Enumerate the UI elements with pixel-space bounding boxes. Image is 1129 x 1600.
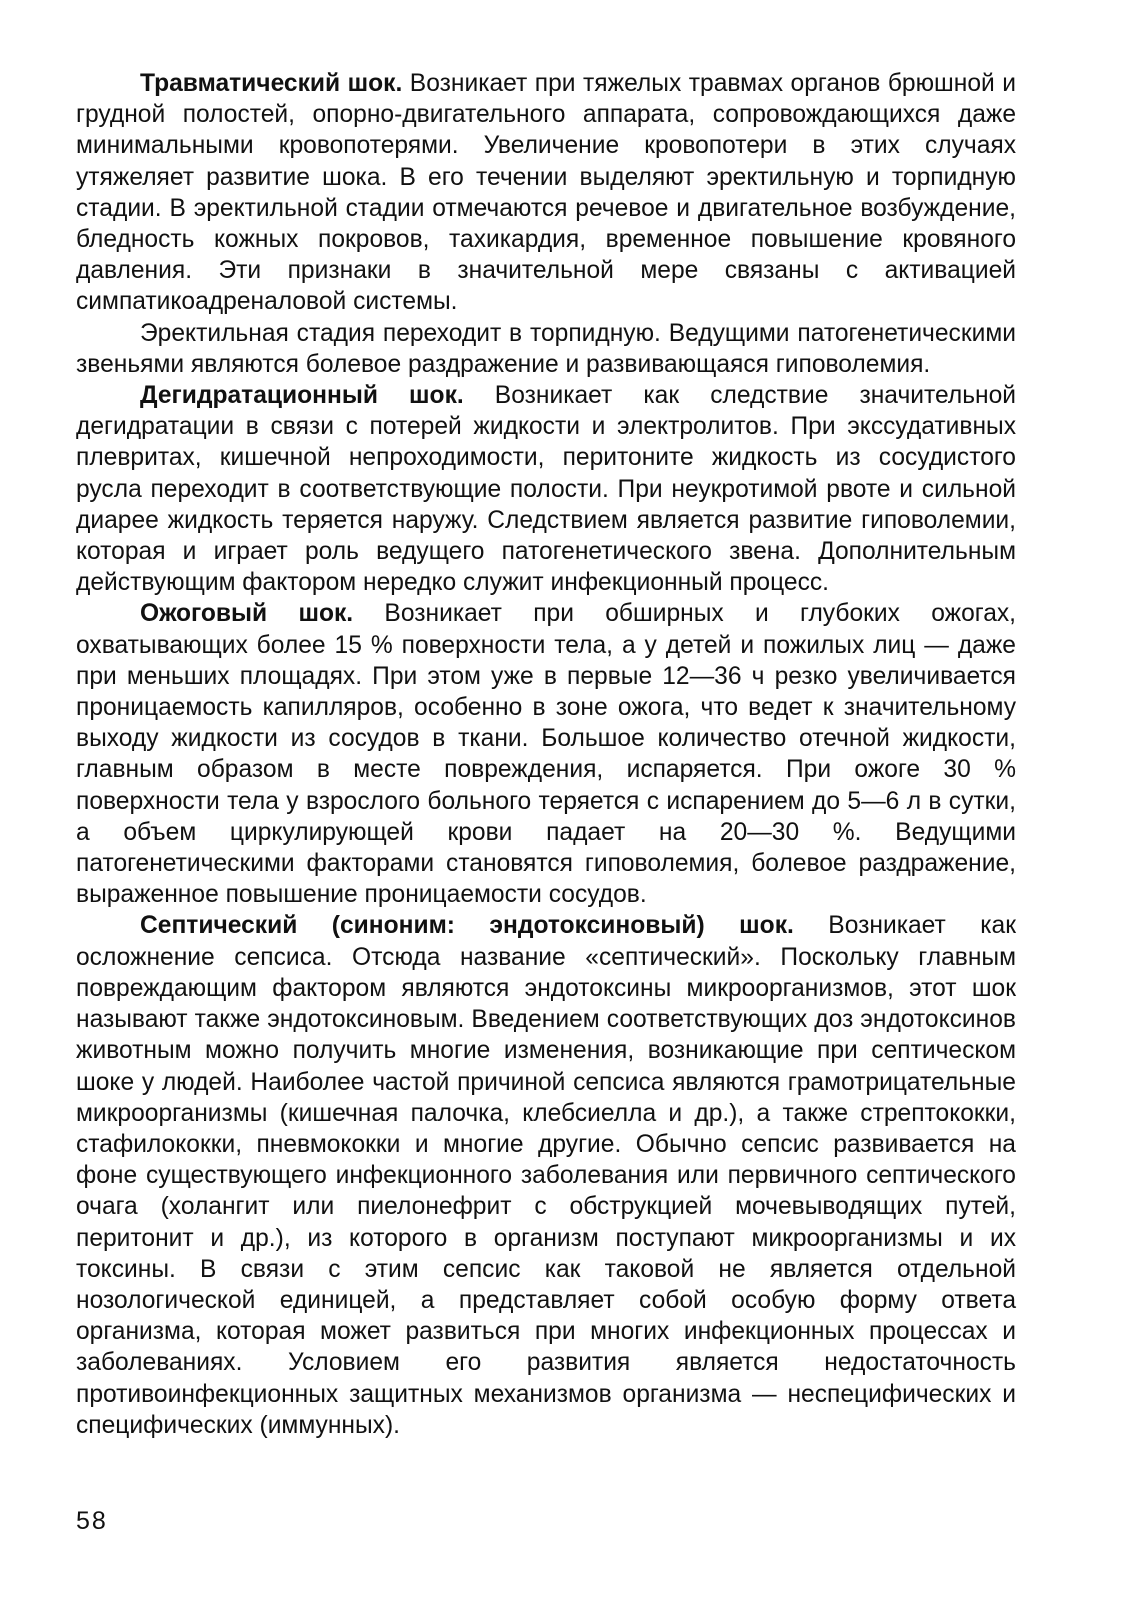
paragraph-septic-shock: [76, 910, 1016, 1440]
page-body: [76, 68, 1016, 1441]
paragraph-text: Возникает как следствие значительной дегидратации в связи с потерей жидкости и электролитов. При экссудативных плевритах, кишечной непроходимости, перитоните жидкость из сосудистого русла переходит в соответствующие полости. При неукротимой рвоте и сильной диарее жидкость теряется наружу. Следствием является развитие гиповолемии, которая и играет роль ведущего патогенетического звена. Дополнительным действующим фактором нередко служит инфекционный процесс.: [76, 382, 1017, 597]
paragraph-traumatic-shock: [76, 68, 1016, 318]
paragraph-heading: Дегидратационный шок.: [140, 382, 464, 410]
paragraph-dehydration-shock: [76, 380, 1016, 598]
paragraph-text: Возникает при тяжелых травмах органов брюшной и грудной полостей, опорно-двигательного аппарата, сопровождающихся даже минимальными кровопотерями. Увеличение кровопотери в этих случаях утяжеляет развитие шока. В его течении выделяют эректильную и торпидную стадии. В эректильной стадии отмечаются речевое и двигательное возбуждение, бледность кожных покровов, тахикардия, временное повышение кровяного давления. Эти признаки в значительной мере связаны с активацией симпатикоадреналовой системы.: [76, 70, 1016, 316]
paragraph-text: Возникает при обширных и глубоких ожогах, охватывающих более 15 % поверхности тела, а у детей и пожилых лиц — даже при меньших площадях. При этом уже в первые 12—36 ч резко увеличивается проницаемость капилляров, особенно в зоне ожога, что ведет к значительному выходу жидкости из сосудов в ткани. Большое количество отечной жидкости, главным образом в месте повреждения, испаряется. При ожоге 30 % поверхности тела у взрослого больного теряется с испарением до 5—6 л в сутки, а объем циркулирующей крови падает на 20—30 %. Ведущими патогенетическими факторами становятся гиповолемия, болевое раздражение, выраженное повышение проницаемости сосудов.: [76, 600, 1017, 909]
paragraph-heading: Септический (синоним: эндотоксиновый) шок.: [140, 912, 794, 940]
paragraph-burn-shock: [76, 598, 1016, 910]
paragraph-text: Эректильная стадия переходит в торпидную. Ведущими патогенетическими звеньями являются болевое раздражение и развивающаяся гиповолемия.: [76, 319, 1016, 378]
paragraph-heading: Травматический шок.: [140, 70, 403, 97]
paragraph-erectile-stage: [76, 318, 1016, 380]
paragraph-heading: Ожоговый шок.: [140, 600, 354, 628]
page-number: 58: [76, 1507, 108, 1535]
paragraph-text: Возникает как осложнение сепсиса. Отсюда название «септический». Поскольку главным повреждающим фактором являются эндотоксины микроорганизмов, этот шок называют также эндотоксиновым. Введением соответствующих доз эндотоксинов животным можно получить многие изменения, возникающие при септическом шоке у людей. Наиболее частой причиной сепсиса являются грамотрицательные микроорганизмы (кишечная палочка, клебсиелла и др.), а также стрептококки, стафилококки, пневмококки и многие другие. Обычно сепсис развивается на фоне существующего инфекционного заболевания или первичного септического очага (холангит или пиелонефрит с обструкцией мочевыводящих путей, перитонит и др.), из которого в организм поступают микроорганизмы и их токсины. В связи с этим сепсис как таковой не является отдельной нозологической единицей, а представляет собой особую форму ответа организма, которая может развиться при многих инфекционных процессах и заболеваниях. Условием его развития является недостаточность противоинфекционных защитных механизмов организма — неспецифических и специфических (иммунных).: [76, 912, 1016, 1439]
